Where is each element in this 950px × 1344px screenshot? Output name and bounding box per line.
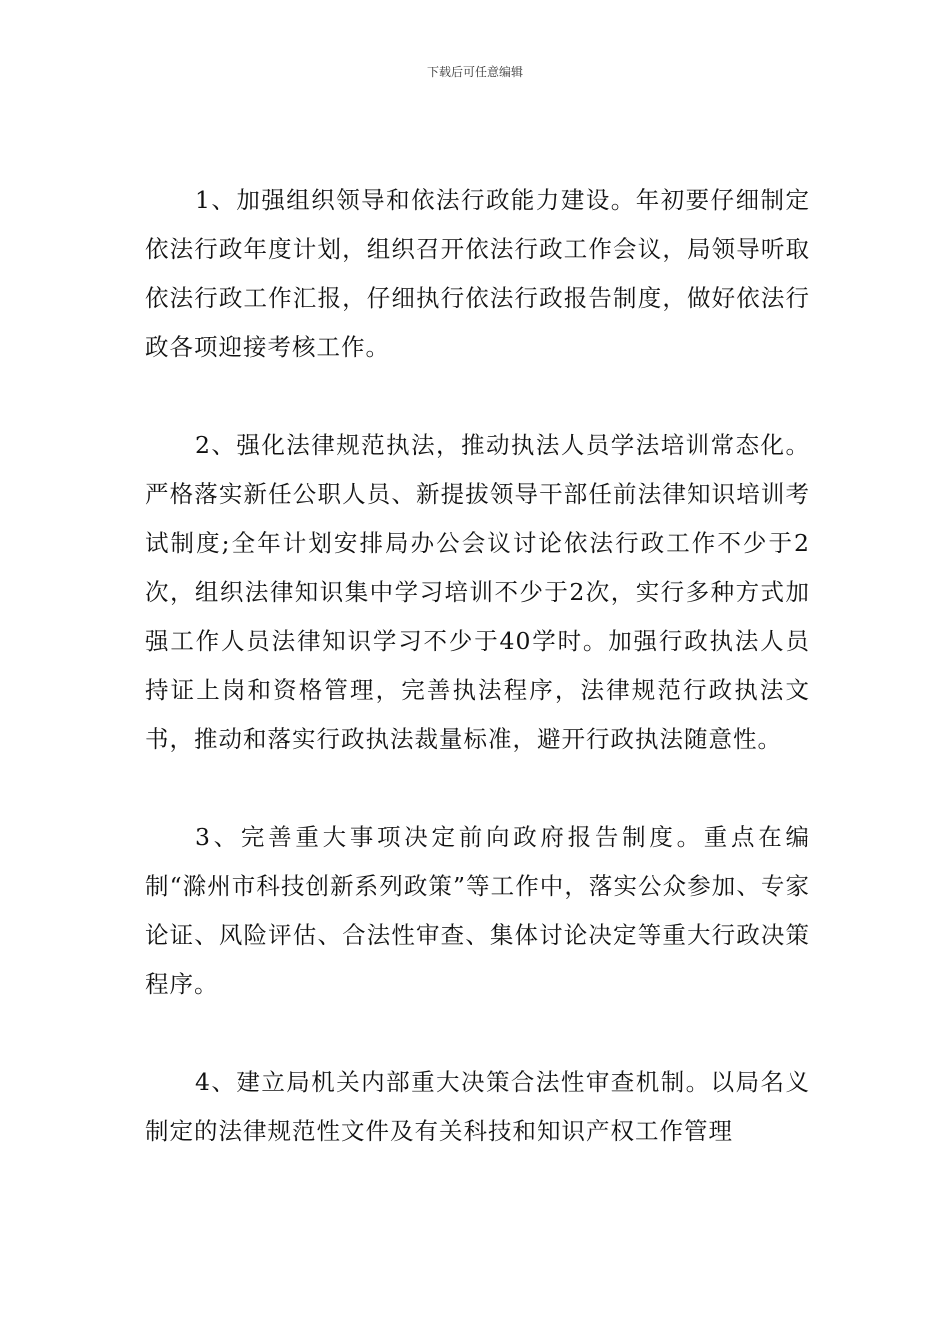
header-note: 下载后可任意编辑: [426, 65, 523, 79]
paragraph-2: 2、强化法律规范执法，推动执法人员学法培训常态化。严格落实新任公职人员、新提拔领导干部任前法律知识培训考试制度;全年计划安排局办公会议讨论依法行政工作不少于2次，组织法律知识集中学习培训不少于2次，实行多种方式加强工作人员法律知识学习不少于40学时。加强行政执法人员持证上岗和资格管理，完善执法程序，法律规范行政执法文书，推动和落实行政执法裁量标准，避开行政执法随意性。: [145, 431, 810, 753]
paragraph-4: 4、建立局机关内部重大决策合法性审查机制。以局名义制定的法律规范性文件及有关科技和知识产权工作管理: [145, 1068, 810, 1145]
paragraph-1: 1、加强组织领导和依法行政能力建设。年初要仔细制定依法行政年度计划，组织召开依法行政工作会议，局领导听取依法行政工作汇报，仔细执行依法行政报告制度，做好依法行政各项迎接考核工作。: [145, 186, 810, 361]
paragraph-3: 3、完善重大事项决定前向政府报告制度。重点在编制“滁州市科技创新系列政策”等工作中，落实公众参加、专家论证、风险评估、合法性审查、集体讨论决定等重大行政决策程序。: [145, 823, 810, 998]
document-body: [145, 176, 810, 1156]
